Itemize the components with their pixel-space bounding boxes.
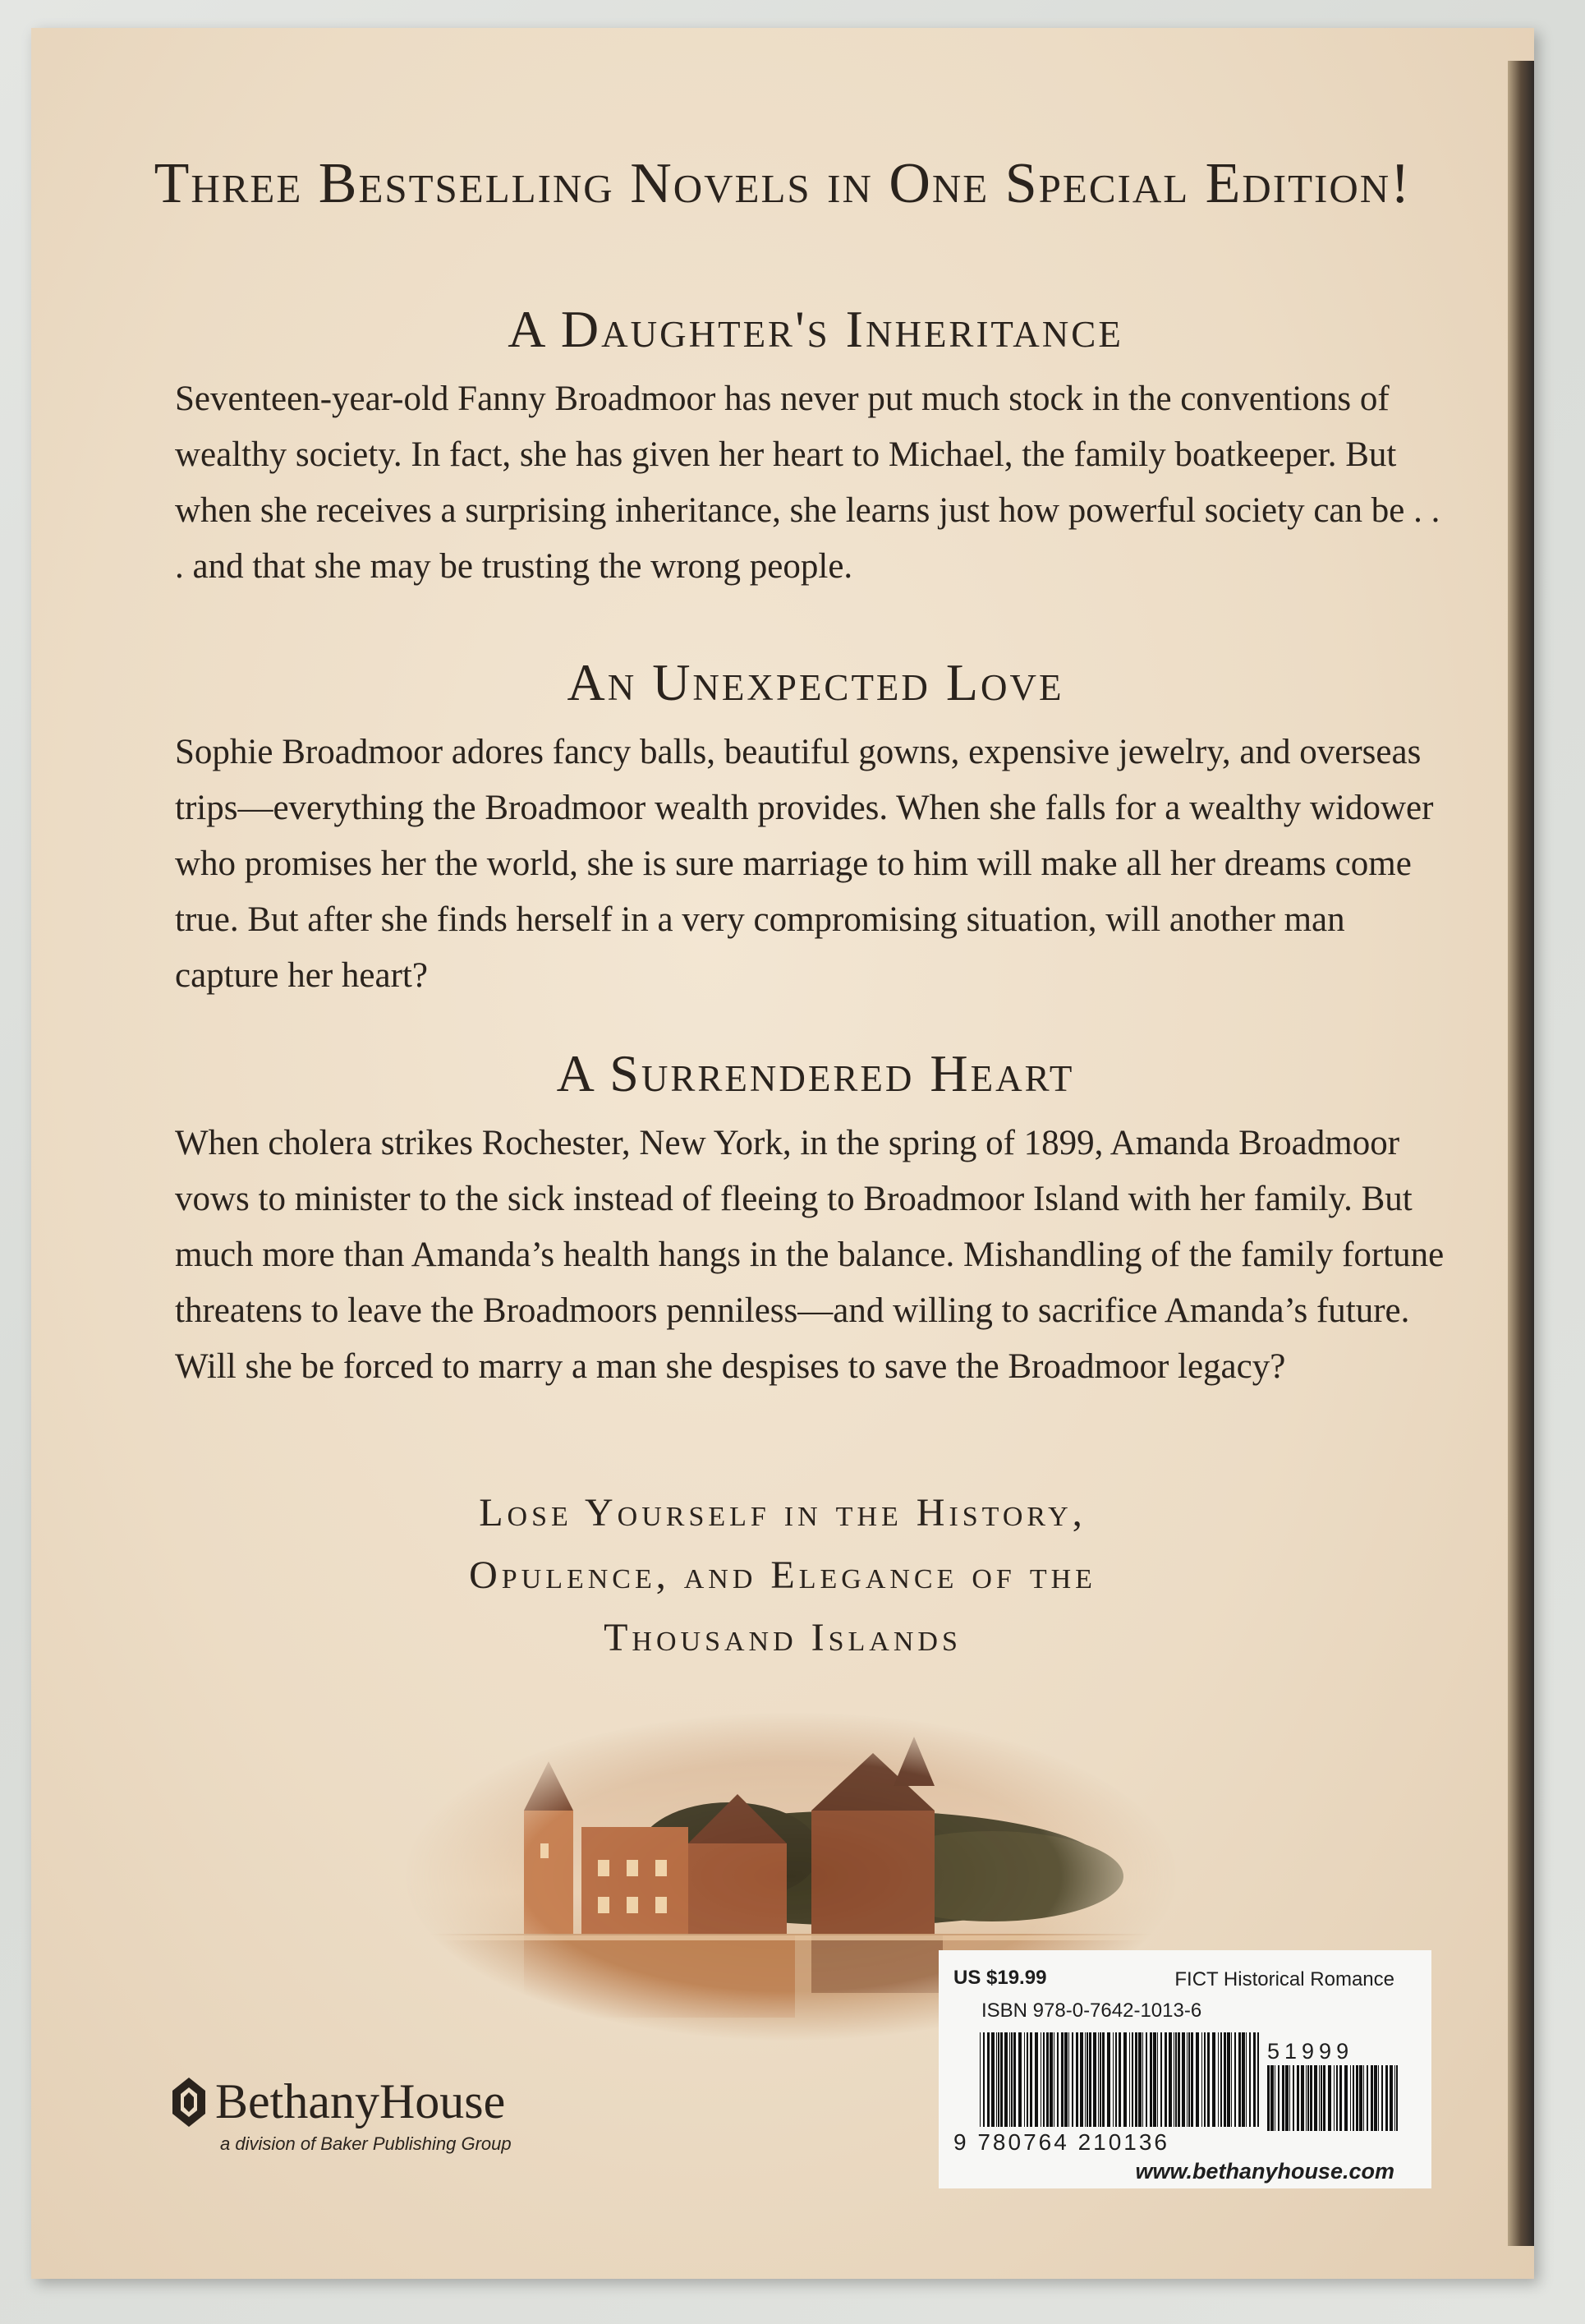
section-title: A Daughter's Inheritance (508, 300, 1123, 358)
bethany-house-logo-icon (171, 2076, 207, 2128)
section-daughters-inheritance (175, 299, 1456, 595)
section-surrendered-heart (175, 1043, 1456, 1395)
book-spine-edge (1508, 61, 1534, 2246)
section-body: Sophie Broadmoor adores fancy balls, beautiful gowns, expensive jewelry, and overseas trips—everything the Broadmoor wealth provides. When she falls for a wealthy widower who promises her the world, she is sure marriage to him will make all her dreams come true. But after she finds herself in a very compromising situation, will another man capture her heart? (175, 733, 1434, 995)
book-back-cover (31, 28, 1534, 2279)
publisher-division: a division of Baker Publishing Group (220, 2133, 512, 2154)
price-barcode-label (939, 1950, 1431, 2188)
isbn: ISBN 978-0-7642-1013-6 (981, 2000, 1202, 2022)
isbn-barcode (980, 2032, 1259, 2127)
price-barcode (1267, 2065, 1399, 2131)
closing-slogan (31, 1482, 1534, 1669)
publisher-logo (171, 2073, 512, 2155)
section-unexpected-love (175, 652, 1456, 1004)
barcode-digits: 9 780764 210136 (953, 2129, 1169, 2155)
category: FICT Historical Romance (1174, 1968, 1394, 1990)
publisher-url: www.bethanyhouse.com (1135, 2159, 1394, 2184)
tagline: Three Bestselling Novels in One Special Edition! (154, 152, 1412, 215)
price: US $19.99 (953, 1967, 1047, 1989)
publisher-name: BethanyHouse (215, 2074, 506, 2128)
addon-code: 51999 (1267, 2039, 1354, 2064)
section-title: A Surrendered Heart (556, 1044, 1075, 1102)
closing-line: Lose Yourself in the History, (479, 1491, 1087, 1535)
section-body: Seventeen-year-old Fanny Broadmoor has never put much stock in the conventions of wealthy society. In fact, she has given her heart to Michael, the family boatkeeper. But when she receives a surprising inheritance, she learns just how powerful society can be . . . and that she may be trusting the wrong people. (175, 380, 1440, 586)
closing-line: Thousand Islands (604, 1616, 962, 1659)
closing-line: Opulence, and Elegance of the (469, 1553, 1096, 1597)
section-body: When cholera strikes Rochester, New York, in the spring of 1899, Amanda Broadmoor vows to minister to the sick instead of fleeing to Broadmoor Island with her family. But much more than Amanda’s health hangs in the balance. Mishandling of the family fortune threatens to leave the Broadmoors penniless—and willing to sacrifice Amanda’s future. Will she be forced to marry a man she despises to save the Broadmoor legacy? (175, 1124, 1445, 1386)
section-title: An Unexpected Love (567, 653, 1064, 711)
